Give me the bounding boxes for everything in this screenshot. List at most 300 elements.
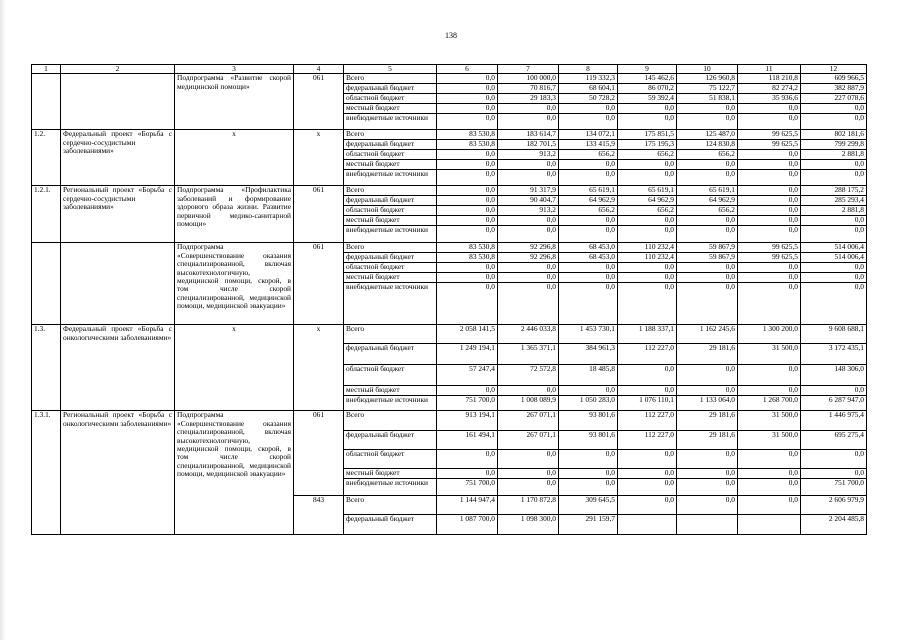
value-cell: 68 453,0 bbox=[559, 253, 618, 263]
value-cell: 0,0 bbox=[498, 263, 559, 273]
value-cell bbox=[677, 515, 738, 535]
funding-source: внебюджетные источники bbox=[344, 479, 437, 496]
value-cell: 0,0 bbox=[559, 160, 618, 170]
funding-source: федеральный бюджет bbox=[344, 140, 437, 150]
value-cell: 18 485,8 bbox=[559, 365, 618, 386]
value-cell: 1 268 700,0 bbox=[738, 396, 801, 411]
value-cell: 0,0 bbox=[498, 170, 559, 186]
value-cell: 751 700,0 bbox=[437, 396, 498, 411]
funding-source: федеральный бюджет bbox=[344, 515, 437, 535]
funding-source: федеральный бюджет bbox=[344, 253, 437, 263]
value-cell: 175 195,3 bbox=[618, 140, 677, 150]
value-cell: 0,0 bbox=[437, 160, 498, 170]
value-cell: 99 625,5 bbox=[738, 243, 801, 253]
value-cell: 0,0 bbox=[559, 469, 618, 479]
value-cell: 0,0 bbox=[618, 273, 677, 283]
value-cell: 1 162 245,6 bbox=[677, 325, 738, 344]
value-cell: 0,0 bbox=[498, 469, 559, 479]
value-cell: 0,0 bbox=[559, 226, 618, 243]
value-cell: 2 058 141,5 bbox=[437, 325, 498, 344]
table-body bbox=[32, 65, 867, 535]
value-cell: 0,0 bbox=[677, 273, 738, 283]
funding-source: Всего bbox=[344, 74, 437, 84]
budget-code: 061 bbox=[294, 74, 344, 130]
value-cell: 0,0 bbox=[498, 216, 559, 226]
value-cell: 656,2 bbox=[559, 206, 618, 216]
value-cell: 75 122,7 bbox=[677, 84, 738, 94]
value-cell: 0,0 bbox=[437, 226, 498, 243]
value-cell: 65 619,1 bbox=[677, 186, 738, 196]
row-number: 1.3.1. bbox=[32, 411, 61, 535]
value-cell: 59 867,9 bbox=[677, 243, 738, 253]
project-name bbox=[61, 74, 175, 130]
subprogram-name: Подпрограмма «Профилактика заболеваний и формирование здорового образа жизни. Развитие первичной медико-санитарной помощи» bbox=[175, 186, 294, 243]
table-row bbox=[32, 130, 867, 140]
value-cell: 0,0 bbox=[738, 170, 801, 186]
value-cell: 0,0 bbox=[437, 263, 498, 273]
value-cell: 309 645,5 bbox=[559, 496, 618, 515]
value-cell: 29 181,6 bbox=[677, 431, 738, 450]
value-cell: 1 144 947,4 bbox=[437, 496, 498, 515]
value-cell: 31 500,0 bbox=[738, 411, 801, 431]
value-cell: 31 500,0 bbox=[738, 431, 801, 450]
value-cell: 1 170 872,8 bbox=[498, 496, 559, 515]
value-cell: 0,0 bbox=[677, 365, 738, 386]
value-cell: 0,0 bbox=[437, 386, 498, 396]
budget-code: 061 bbox=[294, 243, 344, 325]
value-cell: 656,2 bbox=[559, 150, 618, 160]
value-cell: 0,0 bbox=[677, 496, 738, 515]
value-cell: 0,0 bbox=[437, 450, 498, 469]
row-number: 1.2. bbox=[32, 130, 61, 186]
value-cell: 0,0 bbox=[498, 104, 559, 114]
value-cell: 0,0 bbox=[437, 74, 498, 84]
table-row bbox=[32, 411, 867, 431]
funding-source: местный бюджет bbox=[344, 386, 437, 396]
value-cell: 0,0 bbox=[437, 114, 498, 130]
value-cell: 1 249 194,1 bbox=[437, 344, 498, 365]
funding-source: Всего bbox=[344, 496, 437, 515]
value-cell: 0,0 bbox=[618, 104, 677, 114]
subprogram-name: х bbox=[175, 325, 294, 411]
funding-source: федеральный бюджет bbox=[344, 431, 437, 450]
column-number: 6 bbox=[437, 65, 498, 74]
value-cell: 119 332,3 bbox=[559, 74, 618, 84]
column-number: 9 bbox=[618, 65, 677, 74]
value-cell: 125 487,0 bbox=[677, 130, 738, 140]
value-cell: 0,0 bbox=[437, 216, 498, 226]
value-cell: 124 830,8 bbox=[677, 140, 738, 150]
value-cell: 31 500,0 bbox=[738, 344, 801, 365]
value-cell: 0,0 bbox=[618, 226, 677, 243]
value-cell: 29 181,6 bbox=[677, 411, 738, 431]
value-cell: 0,0 bbox=[801, 170, 867, 186]
scan-shadow bbox=[0, 0, 6, 640]
project-name bbox=[61, 243, 175, 325]
project-name: Региональный проект «Борьба с онкологическими заболеваниями» bbox=[61, 411, 175, 535]
value-cell: 0,0 bbox=[618, 469, 677, 479]
value-cell: 514 006,4 bbox=[801, 243, 867, 253]
table-row bbox=[32, 325, 867, 344]
value-cell: 0,0 bbox=[677, 263, 738, 273]
budget-code: 843 bbox=[294, 496, 344, 535]
value-cell: 799 299,8 bbox=[801, 140, 867, 150]
funding-source: внебюджетные источники bbox=[344, 114, 437, 130]
value-cell: 695 275,4 bbox=[801, 431, 867, 450]
value-cell: 267 071,1 bbox=[498, 431, 559, 450]
value-cell: 91 317,9 bbox=[498, 186, 559, 196]
table-row bbox=[32, 243, 867, 253]
value-cell: 2 204 485,8 bbox=[801, 515, 867, 535]
value-cell: 3 172 435,1 bbox=[801, 344, 867, 365]
value-cell: 0,0 bbox=[738, 114, 801, 130]
funding-source: Всего bbox=[344, 186, 437, 196]
value-cell: 9 608 688,1 bbox=[801, 325, 867, 344]
value-cell: 1 133 064,0 bbox=[677, 396, 738, 411]
funding-source: областной бюджет bbox=[344, 206, 437, 216]
value-cell: 0,0 bbox=[437, 170, 498, 186]
value-cell: 175 851,5 bbox=[618, 130, 677, 140]
value-cell: 126 960,8 bbox=[677, 74, 738, 84]
table-row bbox=[32, 186, 867, 196]
funding-source: Всего bbox=[344, 243, 437, 253]
value-cell: 0,0 bbox=[437, 94, 498, 104]
value-cell: 0,0 bbox=[738, 469, 801, 479]
funding-source: местный бюджет bbox=[344, 469, 437, 479]
value-cell: 0,0 bbox=[437, 196, 498, 206]
value-cell: 83 530,8 bbox=[437, 243, 498, 253]
value-cell: 0,0 bbox=[738, 160, 801, 170]
value-cell: 0,0 bbox=[618, 114, 677, 130]
value-cell: 0,0 bbox=[801, 450, 867, 469]
value-cell: 2 881,8 bbox=[801, 206, 867, 216]
value-cell: 288 175,2 bbox=[801, 186, 867, 196]
row-number bbox=[32, 74, 61, 130]
value-cell: 0,0 bbox=[738, 450, 801, 469]
value-cell: 0,0 bbox=[437, 186, 498, 196]
value-cell: 0,0 bbox=[618, 386, 677, 396]
funding-source: внебюджетные источники bbox=[344, 283, 437, 325]
value-cell: 0,0 bbox=[801, 160, 867, 170]
value-cell: 0,0 bbox=[559, 386, 618, 396]
value-cell: 83 530,8 bbox=[437, 140, 498, 150]
column-number: 5 bbox=[344, 65, 437, 74]
value-cell: 751 700,0 bbox=[801, 479, 867, 496]
value-cell: 609 966,5 bbox=[801, 74, 867, 84]
value-cell: 118 210,8 bbox=[738, 74, 801, 84]
value-cell: 0,0 bbox=[618, 263, 677, 273]
value-cell: 99 625,5 bbox=[738, 253, 801, 263]
value-cell: 0,0 bbox=[618, 283, 677, 325]
value-cell: 913,2 bbox=[498, 206, 559, 216]
value-cell: 64 962,9 bbox=[559, 196, 618, 206]
value-cell: 384 961,3 bbox=[559, 344, 618, 365]
value-cell: 0,0 bbox=[498, 450, 559, 469]
value-cell: 0,0 bbox=[498, 386, 559, 396]
value-cell: 112 227,0 bbox=[618, 411, 677, 431]
value-cell: 70 816,7 bbox=[498, 84, 559, 94]
column-number: 1 bbox=[32, 65, 61, 74]
column-number: 4 bbox=[294, 65, 344, 74]
funding-source: внебюджетные источники bbox=[344, 396, 437, 411]
value-cell: 112 227,0 bbox=[618, 344, 677, 365]
value-cell: 112 227,0 bbox=[618, 431, 677, 450]
column-number: 3 bbox=[175, 65, 294, 74]
value-cell: 0,0 bbox=[738, 186, 801, 196]
value-cell: 0,0 bbox=[738, 365, 801, 386]
funding-source: Всего bbox=[344, 411, 437, 431]
value-cell: 0,0 bbox=[801, 263, 867, 273]
value-cell: 1 008 089,9 bbox=[498, 396, 559, 411]
value-cell: 29 183,3 bbox=[498, 94, 559, 104]
column-number: 11 bbox=[738, 65, 801, 74]
value-cell: 0,0 bbox=[559, 263, 618, 273]
value-cell: 0,0 bbox=[738, 150, 801, 160]
value-cell: 0,0 bbox=[677, 104, 738, 114]
value-cell: 92 296,8 bbox=[498, 243, 559, 253]
project-name: Региональный проект «Борьба с сердечно-сосудистыми заболеваниями» bbox=[61, 186, 175, 243]
value-cell: 751 700,0 bbox=[437, 479, 498, 496]
value-cell: 0,0 bbox=[801, 386, 867, 396]
funding-source: областной бюджет bbox=[344, 150, 437, 160]
value-cell: 0,0 bbox=[738, 226, 801, 243]
value-cell: 0,0 bbox=[559, 479, 618, 496]
value-cell: 267 071,1 bbox=[498, 411, 559, 431]
value-cell: 913,2 bbox=[498, 150, 559, 160]
funding-source: внебюджетные источники bbox=[344, 226, 437, 243]
row-number: 1.3. bbox=[32, 325, 61, 411]
value-cell: 1 050 283,0 bbox=[559, 396, 618, 411]
value-cell: 0,0 bbox=[618, 216, 677, 226]
value-cell: 0,0 bbox=[437, 283, 498, 325]
value-cell: 0,0 bbox=[677, 216, 738, 226]
value-cell: 99 625,5 bbox=[738, 140, 801, 150]
column-number: 12 bbox=[801, 65, 867, 74]
budget-table bbox=[31, 64, 867, 535]
value-cell: 57 247,4 bbox=[437, 365, 498, 386]
value-cell: 0,0 bbox=[498, 283, 559, 325]
value-cell: 110 232,4 bbox=[618, 253, 677, 263]
value-cell: 0,0 bbox=[498, 273, 559, 283]
value-cell: 182 701,5 bbox=[498, 140, 559, 150]
value-cell: 51 838,1 bbox=[677, 94, 738, 104]
value-cell: 0,0 bbox=[559, 273, 618, 283]
value-cell bbox=[738, 515, 801, 535]
value-cell: 133 415,9 bbox=[559, 140, 618, 150]
funding-source: местный бюджет bbox=[344, 104, 437, 114]
row-number: 1.2.1. bbox=[32, 186, 61, 243]
value-cell: 0,0 bbox=[618, 160, 677, 170]
column-number: 10 bbox=[677, 65, 738, 74]
value-cell: 0,0 bbox=[738, 206, 801, 216]
value-cell: 92 296,8 bbox=[498, 253, 559, 263]
value-cell: 0,0 bbox=[498, 479, 559, 496]
value-cell: 2 446 033,8 bbox=[498, 325, 559, 344]
value-cell: 0,0 bbox=[801, 226, 867, 243]
value-cell: 72 572,8 bbox=[498, 365, 559, 386]
value-cell: 0,0 bbox=[437, 104, 498, 114]
value-cell: 1 076 110,1 bbox=[618, 396, 677, 411]
value-cell: 802 181,6 bbox=[801, 130, 867, 140]
value-cell: 0,0 bbox=[618, 479, 677, 496]
value-cell: 0,0 bbox=[677, 226, 738, 243]
value-cell: 1 087 700,0 bbox=[437, 515, 498, 535]
value-cell: 0,0 bbox=[437, 150, 498, 160]
value-cell: 35 936,6 bbox=[738, 94, 801, 104]
value-cell: 0,0 bbox=[801, 114, 867, 130]
subprogram-name: х bbox=[175, 130, 294, 186]
value-cell: 83 530,8 bbox=[437, 130, 498, 140]
value-cell: 1 188 337,1 bbox=[618, 325, 677, 344]
value-cell: 99 625,5 bbox=[738, 130, 801, 140]
value-cell: 161 494,1 bbox=[437, 431, 498, 450]
value-cell: 64 962,9 bbox=[618, 196, 677, 206]
value-cell: 0,0 bbox=[738, 386, 801, 396]
table-row bbox=[32, 74, 867, 84]
value-cell: 93 801,6 bbox=[559, 431, 618, 450]
funding-source: областной бюджет bbox=[344, 263, 437, 273]
budget-code: 061 bbox=[294, 411, 344, 496]
funding-source: Всего bbox=[344, 130, 437, 140]
value-cell: 100 000,0 bbox=[498, 74, 559, 84]
value-cell: 514 006,4 bbox=[801, 253, 867, 263]
value-cell: 0,0 bbox=[559, 283, 618, 325]
value-cell: 0,0 bbox=[559, 450, 618, 469]
value-cell: 1 453 730,1 bbox=[559, 325, 618, 344]
funding-source: внебюджетные источники bbox=[344, 170, 437, 186]
value-cell: 913 194,1 bbox=[437, 411, 498, 431]
value-cell: 285 293,4 bbox=[801, 196, 867, 206]
value-cell: 0,0 bbox=[801, 283, 867, 325]
value-cell: 0,0 bbox=[437, 206, 498, 216]
value-cell: 0,0 bbox=[677, 386, 738, 396]
value-cell: 0,0 bbox=[738, 496, 801, 515]
value-cell: 2 606 979,9 bbox=[801, 496, 867, 515]
funding-source: Всего bbox=[344, 325, 437, 344]
column-number-row bbox=[32, 65, 867, 74]
value-cell: 0,0 bbox=[437, 469, 498, 479]
value-cell: 0,0 bbox=[677, 283, 738, 325]
funding-source: местный бюджет bbox=[344, 273, 437, 283]
value-cell: 0,0 bbox=[677, 450, 738, 469]
value-cell: 82 274,2 bbox=[738, 84, 801, 94]
value-cell: 90 404,7 bbox=[498, 196, 559, 206]
value-cell: 110 232,4 bbox=[618, 243, 677, 253]
value-cell: 29 181,6 bbox=[677, 344, 738, 365]
value-cell: 656,2 bbox=[618, 150, 677, 160]
value-cell: 83 530,8 bbox=[437, 253, 498, 263]
value-cell: 0,0 bbox=[677, 479, 738, 496]
value-cell: 0,0 bbox=[677, 160, 738, 170]
value-cell: 0,0 bbox=[738, 283, 801, 325]
value-cell: 0,0 bbox=[498, 160, 559, 170]
value-cell: 65 619,1 bbox=[618, 186, 677, 196]
value-cell: 0,0 bbox=[437, 84, 498, 94]
funding-source: федеральный бюджет bbox=[344, 196, 437, 206]
value-cell: 0,0 bbox=[559, 170, 618, 186]
value-cell: 1 098 300,0 bbox=[498, 515, 559, 535]
value-cell: 59 392,4 bbox=[618, 94, 677, 104]
value-cell: 656,2 bbox=[618, 206, 677, 216]
value-cell: 6 287 947,0 bbox=[801, 396, 867, 411]
value-cell: 291 159,7 bbox=[559, 515, 618, 535]
value-cell: 0,0 bbox=[738, 273, 801, 283]
budget-code: х bbox=[294, 130, 344, 186]
value-cell: 68 604,1 bbox=[559, 84, 618, 94]
value-cell: 0,0 bbox=[559, 216, 618, 226]
value-cell: 86 070,2 bbox=[618, 84, 677, 94]
value-cell: 656,2 bbox=[677, 206, 738, 216]
value-cell: 0,0 bbox=[801, 273, 867, 283]
value-cell: 1 446 975,4 bbox=[801, 411, 867, 431]
column-number: 2 bbox=[61, 65, 175, 74]
page-number: 138 bbox=[445, 31, 457, 40]
value-cell: 0,0 bbox=[801, 104, 867, 114]
value-cell: 656,2 bbox=[677, 150, 738, 160]
value-cell: 145 462,6 bbox=[618, 74, 677, 84]
value-cell: 64 962,9 bbox=[677, 196, 738, 206]
funding-source: областной бюджет bbox=[344, 365, 437, 386]
value-cell: 65 619,1 bbox=[559, 186, 618, 196]
value-cell: 0,0 bbox=[618, 365, 677, 386]
funding-source: областной бюджет bbox=[344, 94, 437, 104]
value-cell: 0,0 bbox=[618, 170, 677, 186]
budget-code: 061 bbox=[294, 186, 344, 243]
project-name: Федеральный проект «Борьба с онкологическими заболеваниями» bbox=[61, 325, 175, 411]
value-cell: 0,0 bbox=[618, 450, 677, 469]
value-cell: 0,0 bbox=[618, 496, 677, 515]
subprogram-name: Подпрограмма «Развитие скорой медицинской помощи» bbox=[175, 74, 294, 130]
row-number bbox=[32, 243, 61, 325]
value-cell: 382 887,9 bbox=[801, 84, 867, 94]
value-cell: 0,0 bbox=[437, 273, 498, 283]
value-cell: 2 881,8 bbox=[801, 150, 867, 160]
budget-code: х bbox=[294, 325, 344, 411]
funding-source: федеральный бюджет bbox=[344, 344, 437, 365]
value-cell: 50 728,2 bbox=[559, 94, 618, 104]
value-cell: 0,0 bbox=[801, 469, 867, 479]
funding-source: местный бюджет bbox=[344, 216, 437, 226]
subprogram-name: Подпрограмма «Совершенствование оказания специализированной, включая высокотехнологичную, медицинской помощи, скорой, в том числе скорой специализированной, медицинской помощи, медицинской эвакуации» bbox=[175, 411, 294, 535]
subprogram-name: Подпрограмма «Совершенствование оказания специализированной, включая высокотехнологичную, медицинской помощи, скорой, в том числе скорой специализированной, медицинской помощи, медицинской эвакуации» bbox=[175, 243, 294, 325]
value-cell: 0,0 bbox=[677, 469, 738, 479]
value-cell: 0,0 bbox=[738, 216, 801, 226]
project-name: Федеральный проект «Борьба с сердечно-сосудистыми заболеваниями» bbox=[61, 130, 175, 186]
value-cell: 0,0 bbox=[738, 263, 801, 273]
value-cell bbox=[618, 515, 677, 535]
value-cell: 0,0 bbox=[498, 226, 559, 243]
value-cell: 0,0 bbox=[738, 104, 801, 114]
funding-source: федеральный бюджет bbox=[344, 84, 437, 94]
value-cell: 0,0 bbox=[738, 196, 801, 206]
value-cell: 0,0 bbox=[498, 114, 559, 130]
value-cell: 68 453,0 bbox=[559, 243, 618, 253]
value-cell: 0,0 bbox=[677, 170, 738, 186]
value-cell: 93 801,6 bbox=[559, 411, 618, 431]
value-cell: 148 306,0 bbox=[801, 365, 867, 386]
value-cell: 0,0 bbox=[801, 216, 867, 226]
value-cell: 0,0 bbox=[677, 114, 738, 130]
value-cell: 1 365 371,1 bbox=[498, 344, 559, 365]
column-number: 8 bbox=[559, 65, 618, 74]
funding-source: местный бюджет bbox=[344, 160, 437, 170]
funding-source: областной бюджет bbox=[344, 450, 437, 469]
value-cell: 0,0 bbox=[738, 479, 801, 496]
value-cell: 0,0 bbox=[559, 114, 618, 130]
value-cell: 183 614,7 bbox=[498, 130, 559, 140]
value-cell: 1 300 200,0 bbox=[738, 325, 801, 344]
value-cell: 0,0 bbox=[559, 104, 618, 114]
